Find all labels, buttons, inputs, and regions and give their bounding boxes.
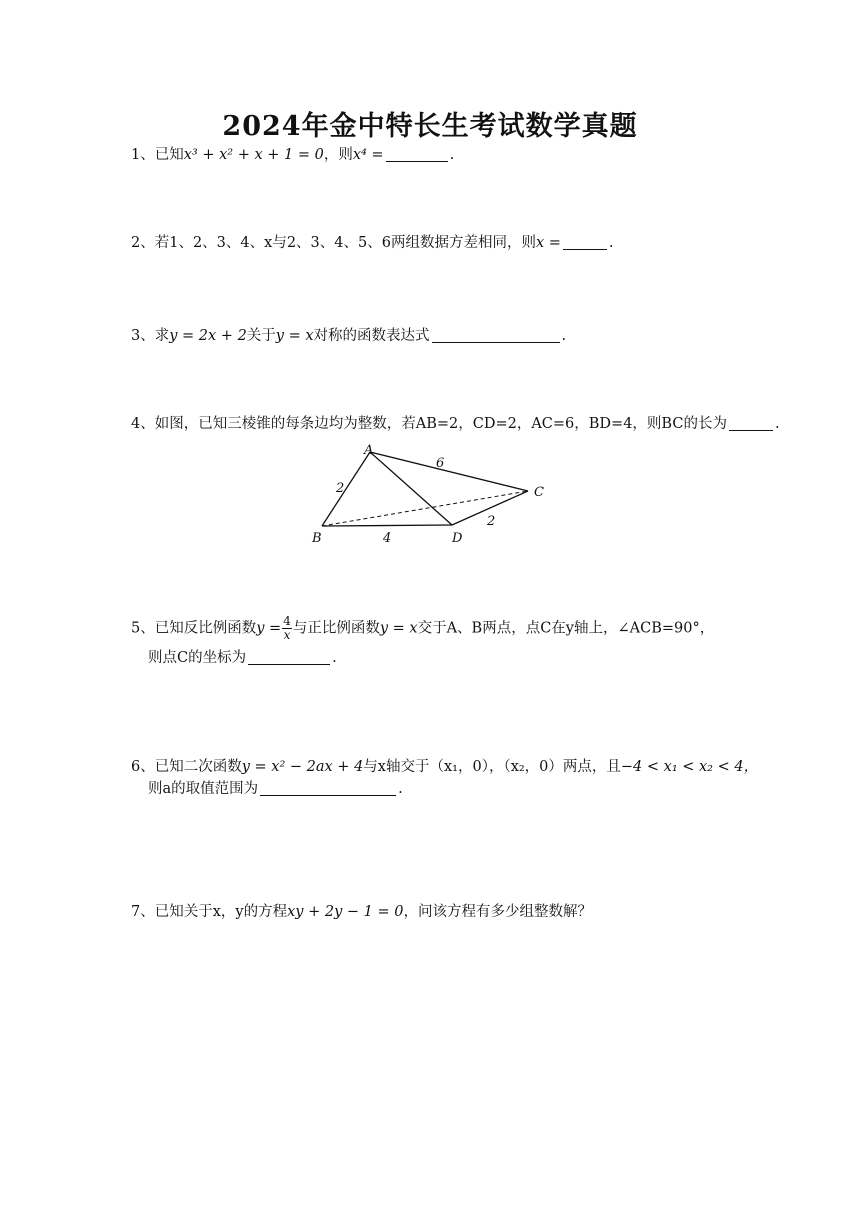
question-text: 如图，已知三棱锥的每条边均为整数，若AB=2，CD=2，AC=6，BD=4，则BC的长为 xyxy=(154,416,727,432)
question-number: 6、 xyxy=(131,759,155,775)
question-number: 2、 xyxy=(131,235,155,251)
question-5-line-2 xyxy=(148,648,337,668)
edge-AB xyxy=(322,452,370,526)
function-expression: y = 2x + 2 xyxy=(169,328,247,344)
question-6-line-2 xyxy=(148,779,403,799)
tetrahedron-figure xyxy=(300,440,560,550)
question-text: 交于A、B两点，点C在y轴上，∠ACB=90°， xyxy=(417,620,715,637)
answer-blank[interactable] xyxy=(729,415,773,431)
equation: xy + 2y − 1 = 0 xyxy=(287,904,404,920)
period: . xyxy=(332,650,337,666)
question-text: 关于 xyxy=(246,328,276,344)
vertex-label-A: A xyxy=(364,443,374,458)
question-text: 已知关于x，y的方程 xyxy=(154,904,288,920)
question-4 xyxy=(131,414,780,434)
question-5 xyxy=(131,615,714,642)
question-text: 已知二次函数 xyxy=(154,759,242,775)
edge-AC xyxy=(370,452,528,491)
question-text: 与x轴交于（x₁，0），（x₂，0）两点，且 xyxy=(363,759,621,775)
edge-label-AC: 6 xyxy=(436,456,445,471)
fraction-denominator: x xyxy=(283,628,291,642)
question-text: 已知 xyxy=(154,147,184,163)
question-text: 已知反比例函数 xyxy=(154,620,257,637)
answer-blank[interactable] xyxy=(563,234,607,250)
question-number: 1、 xyxy=(131,147,155,163)
edge-label-AB: 2 xyxy=(336,481,345,496)
function-lhs: y = xyxy=(256,620,282,637)
vertex-label-D: D xyxy=(452,531,463,546)
fraction xyxy=(282,615,292,642)
question-number: 5、 xyxy=(131,620,155,637)
edge-label-CD: 2 xyxy=(487,514,496,529)
edge-label-BD: 4 xyxy=(383,531,392,546)
edge-BD xyxy=(322,525,452,526)
question-2 xyxy=(131,233,614,253)
question-text: 若1、2、3、4、x与2、3、4、5、6两组数据方差相同，则 xyxy=(154,235,536,251)
period: . xyxy=(398,781,403,797)
answer-blank[interactable] xyxy=(386,146,448,162)
function-expression: y = x xyxy=(379,620,418,637)
page-title: 2024年金中特长生考试数学真题 xyxy=(222,111,638,142)
period: . xyxy=(561,328,567,344)
question-text: ，则 xyxy=(323,147,353,163)
period: . xyxy=(608,235,614,251)
question-7 xyxy=(131,902,592,922)
question-1 xyxy=(131,145,454,165)
function-expression: y = x² − 2ax + 4 xyxy=(241,759,364,775)
vertex-label-C: C xyxy=(534,485,544,500)
fraction-numerator: 4 xyxy=(283,614,291,628)
question-number: 4、 xyxy=(131,416,155,432)
equation: x³ + x² + x + 1 = 0 xyxy=(183,147,324,163)
inequality: −4 < x₁ < x₂ < 4， xyxy=(620,759,759,775)
target-expression: x = xyxy=(535,235,561,251)
question-text: 则点C的坐标为 xyxy=(148,650,247,666)
target-expression: x⁴ = xyxy=(352,147,384,163)
question-text: 对称的函数表达式 xyxy=(313,328,430,344)
question-6 xyxy=(131,757,758,777)
symmetry-line: y = x xyxy=(275,328,314,344)
question-number: 7、 xyxy=(131,904,155,920)
question-text: 求 xyxy=(154,328,170,344)
answer-blank[interactable] xyxy=(432,327,560,343)
edge-BC-hidden xyxy=(322,491,528,526)
period: . xyxy=(774,416,780,432)
vertex-label-B: B xyxy=(312,531,322,546)
answer-blank[interactable] xyxy=(248,649,330,665)
question-text: ，问该方程有多少组整数解？ xyxy=(403,904,592,920)
question-number: 3、 xyxy=(131,328,155,344)
question-text: 与正比例函数 xyxy=(292,620,380,637)
answer-blank[interactable] xyxy=(260,780,396,796)
question-text: 则a的取值范围为 xyxy=(148,781,259,797)
period: . xyxy=(449,147,455,163)
question-3 xyxy=(131,326,566,346)
